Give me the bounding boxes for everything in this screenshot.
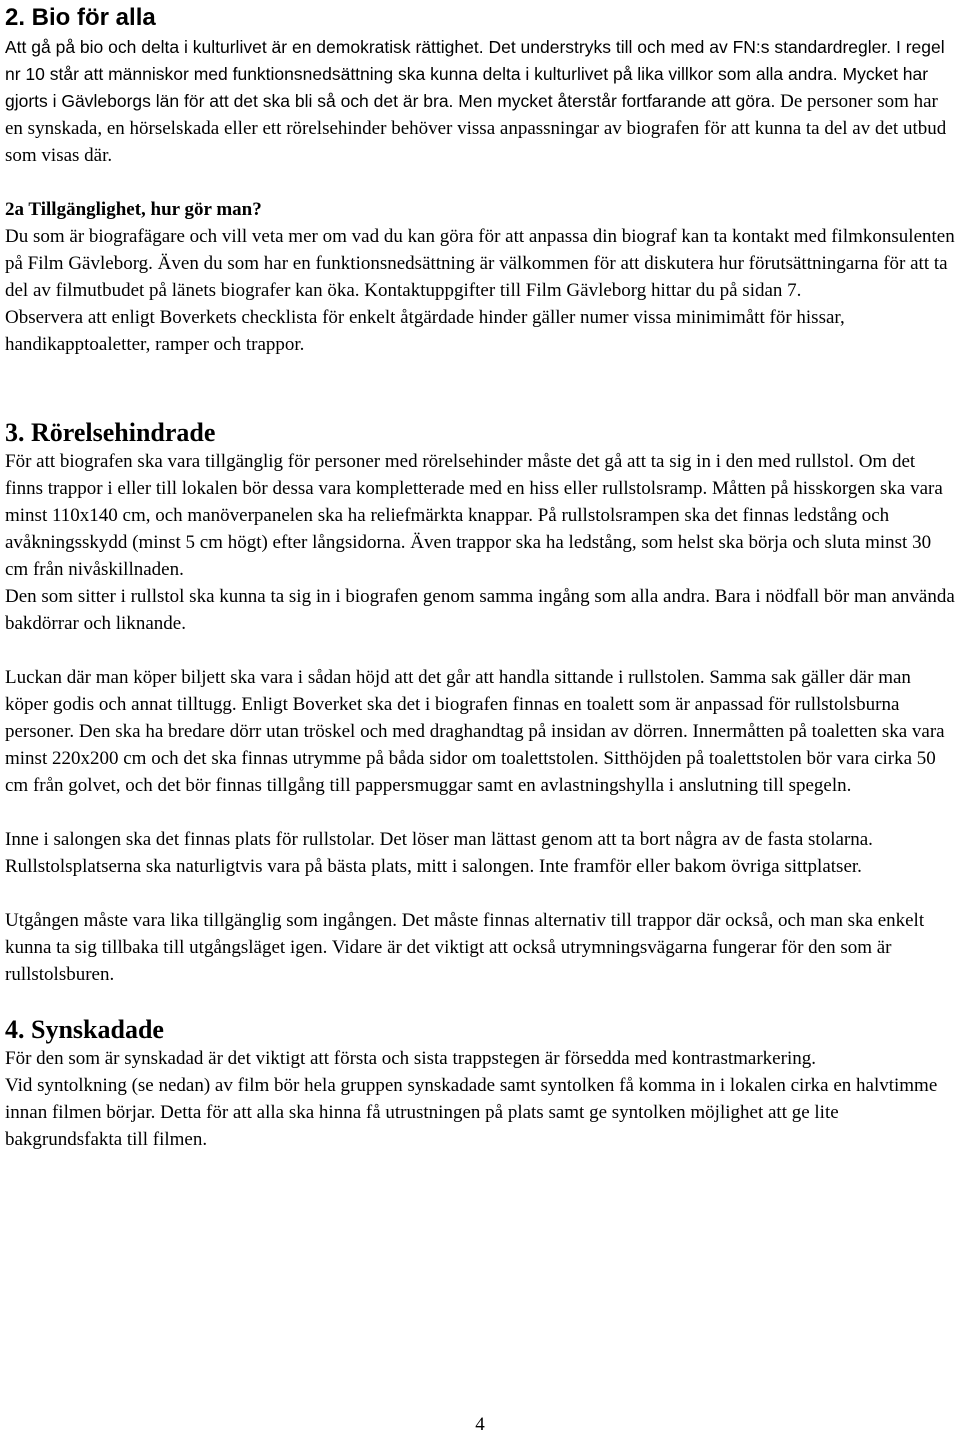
document-page <box>5 0 955 1153</box>
section-4-paragraph-1: För den som är synskadad är det viktigt att första och sista trappstegen är försedda med kontrastmarkering. <box>5 1048 816 1069</box>
section-3-paragraph-3: Luckan där man köper biljett ska vara i sådan höjd att det går att handla sittande i rullstolen. Samma sak gäller där man köper godis och annat tilltugg. Enligt Boverket ska det i biografen finnas en toalett som är anpassad för rullstolsburna personer. Den ska ha bredare dörr utan tröskel och med draghandtag på insidan av dörren. Innermåtten på toaletten ska vara minst 220x200 cm och det ska finnas utrymme på båda sidor om toalettstolen. Sitthöjden på toalettstolen bör vara cirka 50 cm från golvet, och det bör finnas tillgång till pappersmuggar samt en avlastningshylla i anslutning till spegeln. <box>5 667 945 796</box>
section-2-heading: 2. Bio för alla <box>5 4 156 31</box>
section-2-paragraph-1-serif: De personer som har en synskada, en hörselskada eller ett rörelsehinder behöver vissa anpassningar av biografen för att kunna ta del av det utbud som visas där. <box>5 91 947 166</box>
section-3-paragraph-2: Den som sitter i rullstol ska kunna ta sig in i biografen genom samma ingång som alla andra. Bara i nödfall bör man använda bakdörrar och liknande. <box>5 586 955 634</box>
section-2-paragraph-1-sans: Att gå på bio och delta i kulturlivet är en demokratisk rättighet. Det understryks till och med av FN:s standardregler. I regel nr 10 står att människor med funktionsnedsättning ska kunna delta i kulturlivet på lika villkor som alla andra. Mycket har gjorts i Gävleborgs län för att det ska bli så och det är bra. Men mycket återstår fortfarande att göra. <box>5 37 945 111</box>
section-3-paragraph-5: Utgången måste vara lika tillgänglig som ingången. Det måste finnas alternativ till trappor där också, och man ska enkelt kunna ta sig tillbaka till utgångsläget igen. Vidare är det viktigt att också utrymningsvägarna fungerar för den som är rullstolsburen. <box>5 910 925 985</box>
page-number: 4 <box>475 1414 485 1435</box>
section-4-paragraph-2: Vid syntolkning (se nedan) av film bör hela gruppen synskadade samt syntolken få komma in i lokalen cirka en halvtimme innan filmen börjar. Detta för att alla ska hinna få utrustningen på plats samt ge syntolken möjlighet att ge lite bakgrundsfakta till filmen. <box>5 1075 938 1150</box>
section-2a-paragraph-1: Du som är biografägare och vill veta mer om vad du kan göra för att anpassa din biograf kan ta kontakt med filmkonsulenten på Film Gävleborg. Även du som har en funktionsnedsättning är välkommen för att diskutera hur förutsättningarna för att ta del av filmutbudet på länets biografer kan öka. Kontaktuppgifter till Film Gävleborg hittar du på sidan 7. <box>5 226 955 301</box>
section-2-paragraph-1 <box>5 34 955 169</box>
section-2a-heading: 2a Tillgänglighet, hur gör man? <box>5 199 262 220</box>
section-3-paragraph-1: För att biografen ska vara tillgänglig för personer med rörelsehinder måste det gå att ta sig in i den med rullstol. Om det finns trappor i eller till lokalen bör dessa vara kompletterade med en hiss eller rullstolsramp. Måtten på hisskorgen ska vara minst 110x140 cm, och manöverpanelen ska ha reliefmärkta knappar. På rullstolsrampen ska det finnas ledstång och avåkningsskydd (minst 5 cm högt) efter långsidorna. Även trappor ska ha ledstång, som helst ska börja och sluta minst 30 cm från nivåskillnaden. <box>5 451 943 580</box>
section-2a-paragraph-2: Observera att enligt Boverkets checklista för enkelt åtgärdade hinder gäller numer vissa minimimått för hissar, handikapptoaletter, ramper och trappor. <box>5 307 845 355</box>
section-3-heading: 3. Rörelsehindrade <box>5 418 216 447</box>
section-4-heading: 4. Synskadade <box>5 1015 164 1044</box>
section-3-paragraph-4: Inne i salongen ska det finnas plats för rullstolar. Det löser man lättast genom att ta bort några av de fasta stolarna. Rullstolsplatserna ska naturligtvis vara på bästa plats, mitt i salongen. Inte framför eller bakom övriga sittplatser. <box>5 829 873 877</box>
